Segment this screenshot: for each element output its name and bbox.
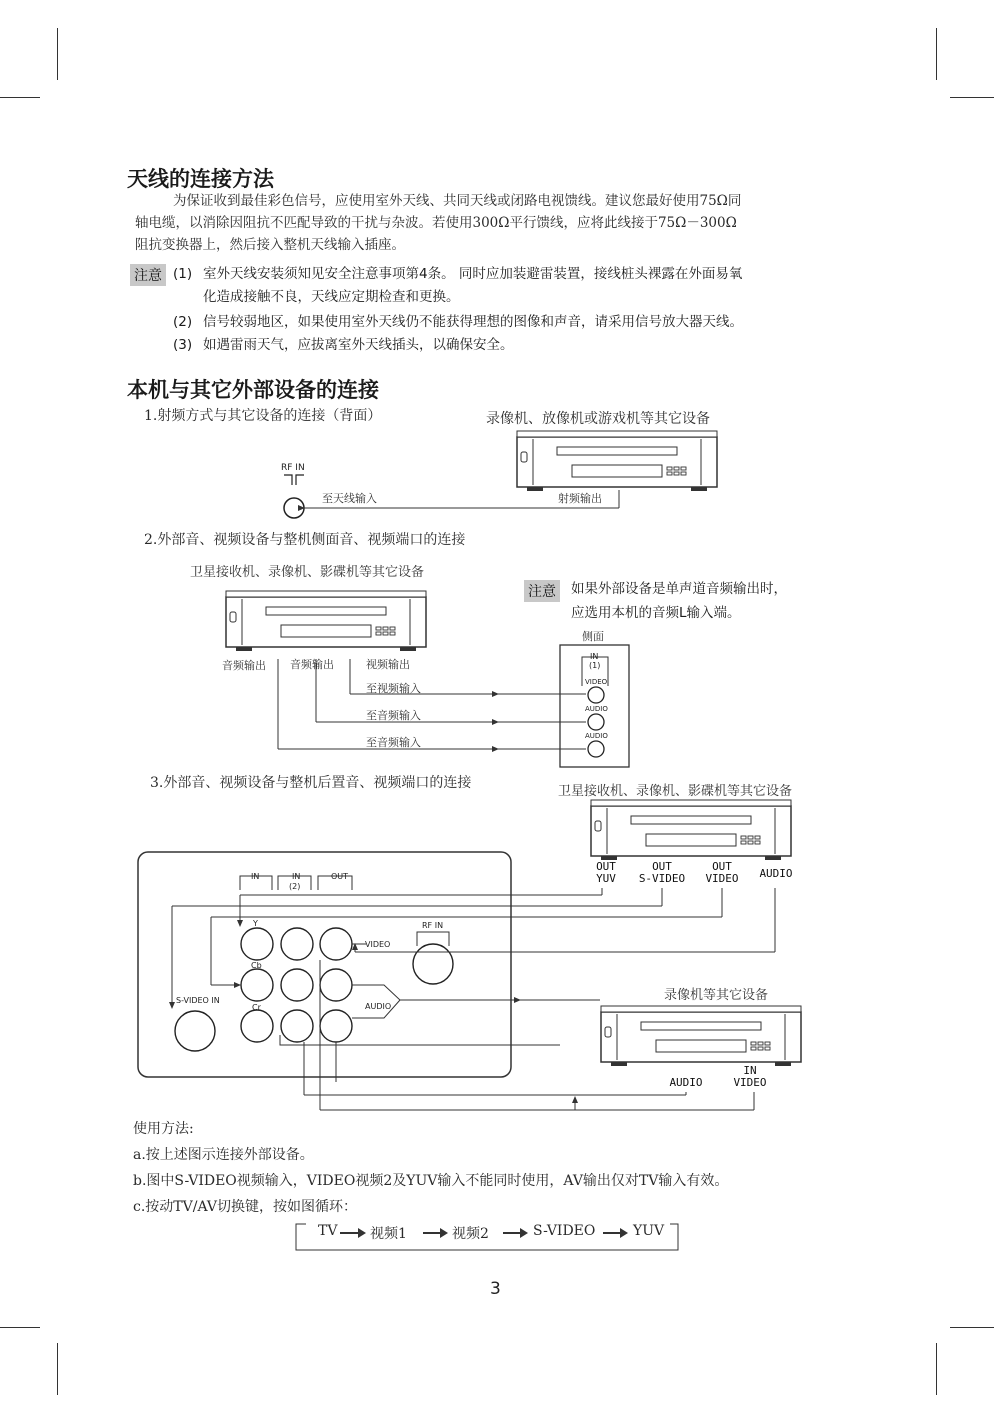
port-bottom: S-VIDEO (638, 872, 686, 885)
rf-in-connector-icon (284, 475, 304, 485)
sub1-heading: 1.射频方式与其它设备的连接（背面） (144, 408, 382, 424)
video-out-label: 视频输出 (366, 658, 410, 671)
port-bottom: AUDIO (669, 1076, 703, 1089)
note-2-text: 信号较弱地区，如果使用室外天线仍不能获得理想的图像和声音，请采用信号放大器天线。 (203, 314, 743, 330)
antenna-jack-icon (284, 498, 304, 518)
usage-item-b: b.图中S-VIDEO视频输入，VIDEO视频2及YUV输入不能同时使用，AV输出仅对TV输入有效。 (133, 1173, 729, 1189)
to-video-in-label: 至视频输入 (366, 682, 421, 695)
port-bottom: VIDEO (733, 1076, 767, 1089)
side-audio-label: AUDIO (585, 705, 608, 713)
side-cables (278, 659, 586, 749)
audio-out-label: 音频输出 (290, 658, 334, 671)
port-top: OUT (596, 860, 616, 873)
side-in-label: IN (590, 652, 599, 661)
side-label: 侧面 (582, 630, 604, 643)
recorder-label: 录像机等其它设备 (664, 988, 769, 1003)
section-title-connection: 本机与其它外部设备的连接 (127, 378, 379, 402)
para-line: 阻抗变换器上，然后接入整机天线输入插座。 (135, 237, 405, 253)
in2-audio-jack-icon (281, 1010, 313, 1042)
side-video-label: VIDEO (585, 678, 608, 686)
note-1-num: (1) (173, 266, 193, 282)
page-number: 3 (490, 1279, 501, 1299)
to-audio-in-label: 至音频输入 (366, 736, 421, 749)
panel-cr-label: Cr (252, 1003, 261, 1012)
audio-out-jack-icon (320, 969, 352, 1001)
port-out-yuv (586, 861, 626, 885)
to-antenna-label: 至天线输入 (322, 492, 377, 505)
panel-cb-label: Cb (251, 961, 262, 970)
cycle-video2: 视频2 (452, 1226, 489, 1242)
sub2-heading: 2.外部音、视频设备与整机侧面音、视频端口的连接 (144, 532, 466, 548)
usage-item-a: a.按上述图示连接外部设备。 (133, 1147, 314, 1163)
note-1-text: 室外天线安装须知见安全注意事项第4条。 同时应加装避雷装置，接线桩头裸露在外面易氧 (203, 266, 743, 282)
port-out-svideo (634, 861, 690, 885)
note-3-num: (3) (173, 337, 193, 353)
vcr-device-3 (591, 800, 791, 860)
sub1-device-label: 录像机、放像机或游戏机等其它设备 (486, 411, 710, 427)
sub2-note-line: 如果外部设备是单声道音频输出时， (571, 581, 787, 597)
panel-out-label: OUT (331, 872, 349, 881)
sub3-device-label: 卫星接收机、录像机、影碟机等其它设备 (558, 784, 793, 799)
vcr-device-4 (601, 1006, 801, 1066)
panel-svideo-in-label: S-VIDEO IN (176, 996, 220, 1005)
port-audio (752, 868, 800, 880)
cr-jack-icon (241, 1010, 273, 1042)
side-audio-jack-icon (588, 714, 604, 730)
recorder-port-audio (662, 1077, 710, 1089)
to-audio-in-label: 至音频输入 (366, 709, 421, 722)
video-out-jack-icon (320, 928, 352, 960)
cycle-tv: TV (318, 1223, 338, 1239)
audio-out-jack-icon (320, 1010, 352, 1042)
vcr-device-2 (226, 591, 426, 651)
panel-rf-in-label: RF IN (422, 921, 444, 930)
in2-jack-icon (281, 928, 313, 960)
side-in-num-label: (1) (589, 661, 601, 670)
port-bottom: AUDIO (759, 867, 793, 880)
svideo-in-jack-icon (175, 1011, 215, 1051)
section-title-antenna: 天线的连接方法 (127, 167, 274, 191)
panel-audio-label: AUDIO (365, 1002, 392, 1011)
port-bottom: YUV (596, 872, 616, 885)
note-3-text: 如遇雷雨天气，应拔离室外天线插头，以确保安全。 (203, 337, 514, 353)
port-top: IN (743, 1064, 757, 1077)
note-tag: 注意 (130, 264, 166, 286)
panel-in2-num-label: (2) (289, 882, 301, 891)
side-audio-label: AUDIO (585, 732, 608, 740)
panel-video-label: VIDEO (365, 940, 391, 949)
port-top: OUT (652, 860, 672, 873)
side-video-jack-icon (588, 687, 604, 703)
audio-out-label: 音频输出 (222, 659, 266, 672)
sub2-device-label: 卫星接收机、录像机、影碟机等其它设备 (190, 565, 425, 580)
cycle-yuv: YUV (633, 1223, 665, 1239)
sub2-note-line: 应选用本机的音频L输入端。 (571, 605, 741, 621)
y-jack-icon (241, 928, 273, 960)
usage-title: 使用方法: (133, 1121, 194, 1137)
port-out-video (700, 861, 744, 885)
port-bottom: VIDEO (705, 872, 739, 885)
in2-audio-jack-icon (281, 969, 313, 1001)
port-top: OUT (712, 860, 732, 873)
usage-item-c: c.按动TV/AV切换键，按如图循环： (133, 1199, 357, 1215)
rf-out-label: 射频输出 (558, 492, 602, 505)
note-2-num: (2) (173, 314, 193, 330)
sub2-note-tag: 注意 (524, 580, 560, 602)
vcr-device-1 (517, 431, 717, 491)
side-audio-jack-icon (588, 741, 604, 757)
rf-in-jack-icon (413, 944, 453, 984)
para-line: 轴电缆，以消除因阻抗不匹配导致的干扰与杂波。若使用300Ω平行馈线，应将此线接于75Ω－300Ω (135, 215, 737, 231)
cycle-video1: 视频1 (370, 1226, 407, 1242)
cb-jack-icon (241, 969, 273, 1001)
recorder-port-video (728, 1065, 772, 1089)
cycle-svideo: S-VIDEO (533, 1223, 596, 1239)
sub3-heading: 3.外部音、视频设备与整机后置音、视频端口的连接 (150, 775, 472, 791)
panel-in1-label: IN (251, 872, 260, 881)
note-1-cont: 化造成接触不良，天线应定期检查和更换。 (203, 289, 460, 305)
para-line: 为保证收到最佳彩色信号，应使用室外天线、共同天线或闭路电视馈线。建议您最好使用75Ω同 (173, 193, 742, 209)
panel-in2-label: IN (292, 872, 301, 881)
panel-y-label: Y (253, 919, 258, 928)
rf-in-label: RF IN (281, 463, 305, 473)
